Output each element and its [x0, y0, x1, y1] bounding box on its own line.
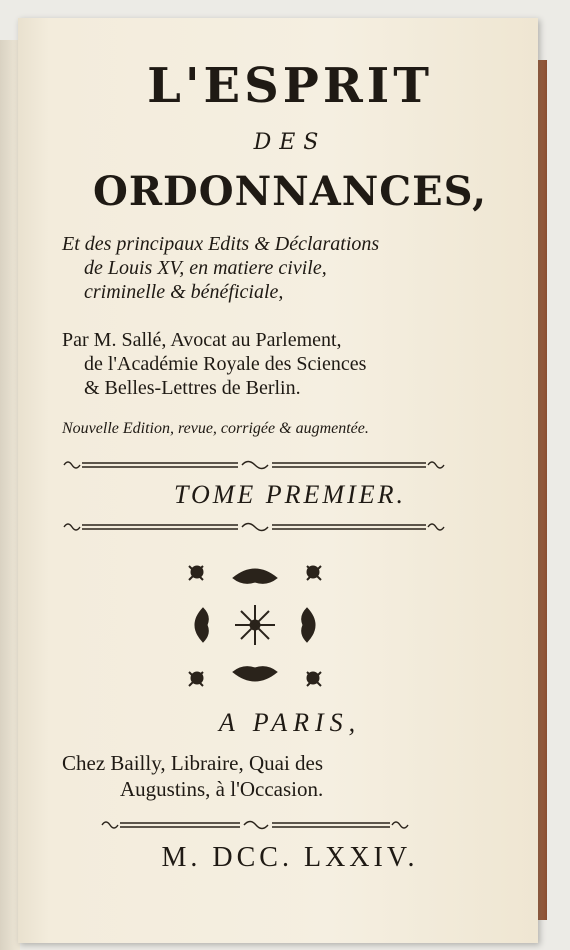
title-line-2: DES — [253, 130, 327, 155]
title-line-3: ORDONNANCES, — [92, 168, 488, 215]
imprint-date: M. DCC. LXXIV. — [161, 842, 419, 873]
imprint-place: A PARIS, — [218, 708, 362, 737]
decorative-rule-middle — [62, 520, 448, 534]
author-line-3: & Belles-Lettres de Berlin. — [84, 377, 301, 399]
decorative-rule-top — [62, 458, 448, 472]
subtitle-line-1: Et des principaux Edits & Déclarations — [62, 233, 380, 255]
subtitle — [62, 232, 530, 304]
edition-statement: Nouvelle Edition, revue, corrigée & augmentée. — [62, 420, 369, 437]
book-spine-shadow — [0, 40, 20, 950]
subtitle-line-3: criminelle & bénéficiale, — [84, 281, 284, 303]
decorative-rule-bottom — [100, 818, 412, 832]
printers-ornament — [185, 560, 325, 690]
imprint-publisher — [62, 750, 540, 802]
title-line-1: L'ESPRIT — [147, 58, 433, 114]
author-line-1: Par M. Sallé, Avocat au Parlement, — [62, 329, 342, 351]
author-line-2: de l'Académie Royale des Sciences — [84, 353, 367, 375]
volume-label: TOME PREMIER. — [173, 480, 407, 509]
subtitle-line-2: de Louis XV, en matiere civile, — [84, 257, 327, 279]
imprint-line-2: Augustins, à l'Occasion. — [120, 777, 324, 801]
imprint-line-1: Chez Bailly, Libraire, Quai des — [62, 751, 324, 775]
author-statement — [62, 328, 530, 400]
